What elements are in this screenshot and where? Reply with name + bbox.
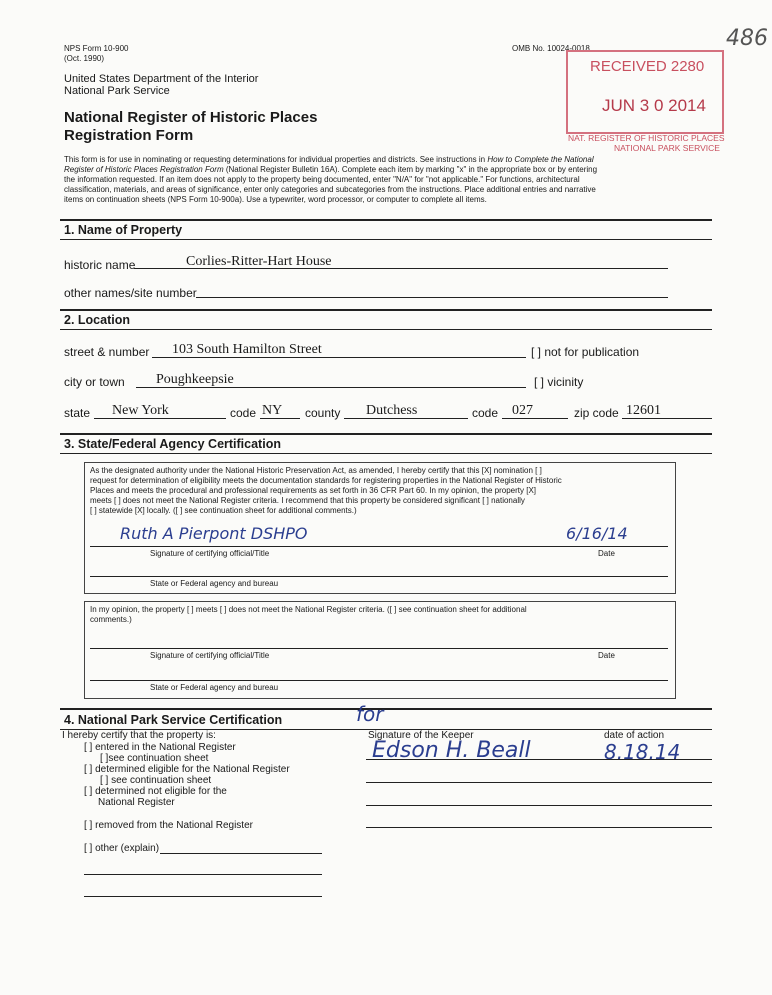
form-subtitle: Registration Form (64, 127, 194, 144)
option-eligible-cont: [ ] see continuation sheet (100, 775, 212, 786)
option-not-eligible: [ ] determined not eligible for the (84, 786, 227, 797)
stamp-line-1: NAT. REGISTER OF HISTORIC PLACES (568, 133, 725, 143)
other-names-line (196, 297, 668, 298)
county-label: county (305, 406, 341, 420)
rule (60, 329, 712, 330)
state-code-value: NY (262, 403, 283, 418)
cert-line-4: meets [ ] does not meet the National Register criteria. I recommend that this property be considered significant [ ] nationally (90, 496, 525, 505)
county-code-label: code (472, 406, 499, 420)
rule (60, 453, 712, 454)
option-entered: [ ] entered in the National Register (84, 742, 236, 753)
stamp-line-2: NATIONAL PARK SERVICE (614, 143, 720, 153)
agency: National Park Service (64, 85, 170, 97)
keeper-line-3 (366, 805, 712, 806)
section-4-heading: 4. National Park Service Certification (64, 713, 283, 727)
other-explain-line-3 (84, 896, 322, 897)
other-names-label: other names/site number (64, 286, 197, 300)
other-explain-line-2 (84, 874, 322, 875)
corner-note: 486 (726, 26, 768, 51)
historic-name-label: historic name (64, 258, 136, 272)
instr-line-1: This form is for use in nominating or requesting determinations for individual properties and districts. See instructions in (64, 155, 488, 164)
county-code-value: 027 (512, 403, 533, 418)
instr-form-title: Register of Historic Places Registration Form (64, 165, 224, 174)
state-value: New York (112, 403, 169, 418)
street-label: street & number (64, 345, 150, 359)
historic-name-value: Corlies-Ritter-Hart House (186, 254, 332, 269)
opinion-text (90, 605, 674, 625)
date-of-action: 8.18.14 (604, 740, 681, 764)
form-title: National Register of Historic Places (64, 109, 318, 126)
keeper-signature: Edson H. Beall (372, 738, 531, 763)
signature-date: 6/16/14 (566, 524, 628, 543)
cert-line-1: As the designated authority under the National Historic Preservation Act, as amended, I hereby certify that this [X] nomination [ ] (90, 466, 542, 475)
keeper-signature-label: Signature of the Keeper (368, 730, 474, 741)
agency-label: State or Federal agency and bureau (150, 579, 279, 588)
rule (60, 309, 712, 311)
county-value: Dutchess (366, 403, 418, 418)
rule (60, 708, 712, 710)
agency-label-2: State or Federal agency and bureau (150, 683, 279, 692)
keeper-line-1 (366, 759, 712, 760)
state-code-label: code (230, 406, 257, 420)
agency-line-2 (90, 680, 668, 681)
state-certification-text (90, 466, 674, 516)
signature-label-2: Signature of certifying official/Title (150, 651, 270, 660)
option-removed: [ ] removed from the National Register (84, 820, 253, 831)
form-number: NPS Form 10-900 (64, 44, 129, 53)
option-eligible: [ ] determined eligible for the National Register (84, 764, 290, 775)
instr-line-2: (National Register Bulletin 16A). Complete each item by marking "x" in the appropriate box or by entering (223, 165, 598, 174)
zip-value: 12601 (626, 403, 661, 418)
city-label: city or town (64, 375, 125, 389)
department: United States Department of the Interior (64, 73, 259, 85)
instr-link: How to Complete the National (487, 155, 594, 164)
cert-line-5: [ ] statewide [X] locally. ([ ] see continuation sheet for additional comments.) (90, 506, 357, 515)
rule (60, 433, 712, 435)
agency-line (90, 576, 668, 577)
form-date: (Oct. 1990) (64, 54, 105, 63)
signature-line-2 (90, 648, 668, 649)
opinion-line-1: In my opinion, the property [ ] meets [ ] does not meet the National Register criteria. ([ ] see continuation sheet for additional (90, 605, 527, 614)
rule (60, 219, 712, 221)
zip-label: zip code (574, 406, 619, 420)
keeper-intro: I hereby certify that the property is: (62, 730, 216, 741)
section-3-heading: 3. State/Federal Agency Certification (64, 437, 281, 451)
official-signature: Ruth A Pierpont DSHPO (120, 524, 308, 543)
signature-label: Signature of certifying official/Title (150, 549, 270, 558)
keeper-line-2 (366, 782, 712, 783)
rule (60, 239, 712, 240)
for-annotation: for (356, 702, 384, 726)
state-label: state (64, 406, 91, 420)
option-other: [ ] other (explain) (84, 843, 160, 854)
instr-line-4: classification, materials, and areas of significance, enter only categories and subcategories from the instructions. Place additional entries and narrative (64, 185, 596, 194)
date-label-2: Date (598, 651, 615, 660)
cert-line-2: request for determination of eligibility meets the documentation standards for registering properties in the National Register of Historic (90, 476, 562, 485)
street-value: 103 South Hamilton Street (172, 342, 322, 357)
section-1-heading: 1. Name of Property (64, 223, 183, 237)
date-label: Date (598, 549, 615, 558)
date-of-action-label: date of action (604, 730, 665, 741)
option-not-eligible-cont: National Register (98, 797, 175, 808)
stamp-date: JUN 3 0 2014 (602, 96, 706, 115)
instructions (64, 155, 714, 205)
section-2-heading: 2. Location (64, 313, 130, 327)
keeper-line-4 (366, 827, 712, 828)
instr-line-3: the information requested. If an item does not apply to the property being documented, enter "N/A" for "not applicable." For functions, architectural (64, 175, 580, 184)
instr-line-5: items on continuation sheets (NPS Form 10-900a). Use a typewriter, word processor, or computer to complete all items. (64, 195, 487, 204)
not-for-publication: [ ] not for publication (531, 345, 640, 359)
other-explain-line (160, 853, 322, 854)
signature-line (90, 546, 668, 547)
option-entered-cont: [ ]see continuation sheet (100, 753, 209, 764)
cert-line-3: Places and meets the procedural and professional requirements as set forth in 36 CFR Part 60. In my opinion, the property [X] (90, 486, 537, 495)
city-value: Poughkeepsie (156, 372, 234, 387)
received-stamp (566, 50, 724, 134)
opinion-line-2: comments.) (90, 615, 132, 624)
stamp-received: RECEIVED 2280 (590, 58, 705, 75)
vicinity: [ ] vicinity (534, 375, 584, 389)
omb-number: OMB No. 10024-0018 (512, 44, 590, 53)
